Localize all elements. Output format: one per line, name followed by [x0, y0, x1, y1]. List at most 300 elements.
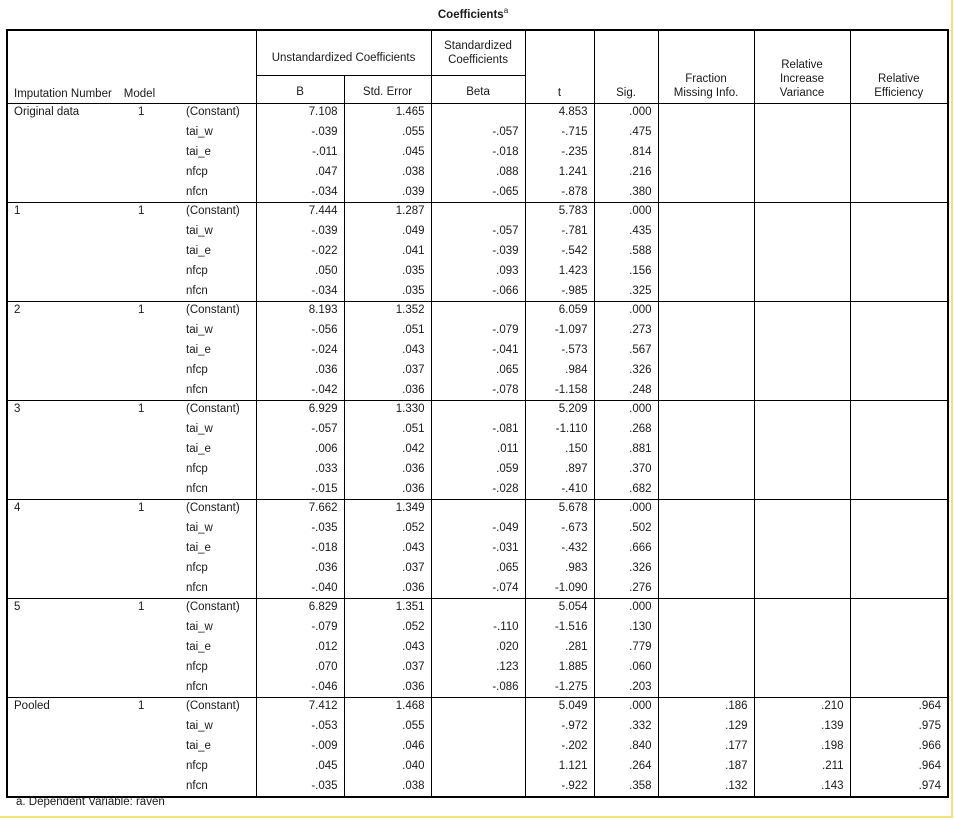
- cell-model: 1: [138, 403, 145, 415]
- cell-model: [132, 459, 180, 479]
- cell-fraction-missing: [658, 538, 754, 558]
- cell-t: 5.209: [525, 401, 594, 420]
- cell-model: [132, 736, 180, 756]
- cell-std-error: .036: [344, 459, 431, 479]
- header-standardized-text: Standardized Coefficients: [444, 40, 512, 66]
- cell-imputation-number: [7, 677, 132, 698]
- cell-t: 5.054: [525, 599, 594, 618]
- cell-beta: -.057: [431, 122, 525, 142]
- table-row: [7, 162, 948, 182]
- cell-t: -.673: [525, 518, 594, 538]
- header-relative-efficiency: [850, 30, 948, 104]
- cell-b: 7.662: [256, 500, 344, 519]
- footnote: a. Dependent Variable: raven: [16, 796, 165, 808]
- cell-b: 6.929: [256, 401, 344, 420]
- table-row: [7, 380, 948, 401]
- header-std-error: Std. Error: [344, 76, 431, 104]
- cell-beta: [431, 104, 525, 123]
- cell-sig: .814: [594, 142, 658, 162]
- cell-beta: -.031: [431, 538, 525, 558]
- cell-fraction-missing: [658, 401, 754, 420]
- cell-imputation-number: 3: [14, 403, 21, 415]
- cell-std-error: 1.330: [344, 401, 431, 420]
- cell-beta: .059: [431, 459, 525, 479]
- cell-relative-efficiency: .964: [918, 760, 942, 772]
- cell-relative-increase: .210: [754, 698, 850, 717]
- cell-fraction-missing: .186: [658, 698, 754, 717]
- cell-std-error: .046: [344, 736, 431, 756]
- cell-std-error: .043: [344, 340, 431, 360]
- cell-model: [132, 518, 180, 538]
- cell-sig: .000: [594, 500, 658, 519]
- cell-beta: -.057: [431, 221, 525, 241]
- cell-fraction-missing: [658, 657, 754, 677]
- cell-b: .047: [256, 162, 344, 182]
- cell-imputation-number: [7, 360, 132, 380]
- cell-std-error: .038: [344, 162, 431, 182]
- table-row: [7, 320, 948, 340]
- cell-model: [132, 637, 180, 657]
- cell-fraction-missing: .132: [658, 776, 754, 797]
- cell-relative-increase: [754, 657, 850, 677]
- cell-t: 1.885: [525, 657, 594, 677]
- cell-t: -1.275: [525, 677, 594, 698]
- cell-relative-efficiency: [850, 182, 948, 203]
- table-row: [7, 698, 948, 717]
- table-row: [7, 518, 948, 538]
- cell-relative-increase: .198: [754, 736, 850, 756]
- cell-std-error: .038: [344, 776, 431, 797]
- cell-term: nfcn: [180, 380, 256, 401]
- cell-model: [132, 221, 180, 241]
- cell-term: tai_e: [180, 241, 256, 261]
- table-row: [7, 182, 948, 203]
- cell-term: tai_w: [180, 617, 256, 637]
- cell-relative-increase: [754, 281, 850, 302]
- table-row: [7, 281, 948, 302]
- cell-b: -.018: [256, 538, 344, 558]
- cell-model: 1: [138, 106, 145, 118]
- cell-fraction-missing: [658, 459, 754, 479]
- cell-sig: .276: [594, 578, 658, 599]
- table-row: [7, 261, 948, 281]
- cell-model: [132, 617, 180, 637]
- cell-fraction-missing: [658, 419, 754, 439]
- cell-model: [132, 657, 180, 677]
- table-row: [7, 203, 948, 222]
- cell-model: [132, 439, 180, 459]
- table-title: [0, 6, 946, 21]
- cell-sig: .273: [594, 320, 658, 340]
- cell-relative-efficiency: [850, 637, 948, 657]
- table-row: [7, 104, 948, 123]
- cell-beta: [431, 756, 525, 776]
- table-row: [7, 302, 948, 321]
- cell-sig: .358: [594, 776, 658, 797]
- table-row: [7, 142, 948, 162]
- cell-std-error: 1.349: [344, 500, 431, 519]
- cell-std-error: .037: [344, 657, 431, 677]
- cell-model: [132, 538, 180, 558]
- header-relative-efficiency-text: Relative Efficiency: [874, 73, 924, 99]
- cell-beta: -.074: [431, 578, 525, 599]
- cell-std-error: .035: [344, 261, 431, 281]
- cell-beta: -.081: [431, 419, 525, 439]
- cell-relative-efficiency: [850, 558, 948, 578]
- cell-imputation-number: [7, 419, 132, 439]
- table-row: [7, 776, 948, 797]
- cell-b: -.057: [256, 419, 344, 439]
- cell-relative-efficiency: [850, 340, 948, 360]
- cell-relative-increase: [754, 360, 850, 380]
- cell-fraction-missing: [658, 599, 754, 618]
- cell-term: nfcp: [180, 558, 256, 578]
- cell-t: -.715: [525, 122, 594, 142]
- cell-sig: .475: [594, 122, 658, 142]
- cell-fraction-missing: [658, 500, 754, 519]
- cell-fraction-missing: [658, 261, 754, 281]
- cell-term: tai_w: [180, 221, 256, 241]
- cell-relative-efficiency: .974: [850, 776, 948, 797]
- cell-fraction-missing: [658, 637, 754, 657]
- cell-relative-efficiency: [850, 122, 948, 142]
- cell-term: nfcp: [180, 756, 256, 776]
- cell-t: 1.241: [525, 162, 594, 182]
- cell-imputation-number: [7, 756, 132, 776]
- cell-term: (Constant): [180, 302, 256, 321]
- cell-beta: .123: [431, 657, 525, 677]
- cell-std-error: 1.287: [344, 203, 431, 222]
- table-row: [7, 617, 948, 637]
- cell-beta: [431, 203, 525, 222]
- cell-std-error: .052: [344, 518, 431, 538]
- cell-std-error: .055: [344, 122, 431, 142]
- cell-term: nfcp: [180, 657, 256, 677]
- cell-b: 8.193: [256, 302, 344, 321]
- cell-relative-efficiency: [850, 677, 948, 698]
- table-row: [7, 439, 948, 459]
- cell-term: (Constant): [180, 401, 256, 420]
- cell-sig: .264: [594, 756, 658, 776]
- cell-imputation-number: [7, 221, 132, 241]
- table-row: [7, 716, 948, 736]
- cell-relative-increase: [754, 599, 850, 618]
- cell-term: tai_e: [180, 142, 256, 162]
- cell-t: -.878: [525, 182, 594, 203]
- cell-model: [132, 479, 180, 500]
- cell-sig: .216: [594, 162, 658, 182]
- cell-relative-increase: [754, 182, 850, 203]
- cell-relative-increase: [754, 340, 850, 360]
- cell-b: .045: [256, 756, 344, 776]
- cell-term: tai_w: [180, 518, 256, 538]
- cell-term: nfcn: [180, 182, 256, 203]
- cell-relative-increase: [754, 500, 850, 519]
- cell-relative-efficiency: [850, 439, 948, 459]
- cell-relative-efficiency: [850, 162, 948, 182]
- cell-sig: .130: [594, 617, 658, 637]
- cell-relative-efficiency: [850, 203, 948, 222]
- table-row: [7, 479, 948, 500]
- cell-beta: .065: [431, 360, 525, 380]
- cell-sig: .000: [594, 302, 658, 321]
- cell-beta: .011: [431, 439, 525, 459]
- cell-model: 1: [138, 205, 145, 217]
- cell-sig: .380: [594, 182, 658, 203]
- header-imputation-model: [7, 30, 256, 104]
- cell-fraction-missing: [658, 241, 754, 261]
- cell-sig: .000: [594, 203, 658, 222]
- cell-model: [132, 360, 180, 380]
- cell-b: -.053: [256, 716, 344, 736]
- cell-relative-increase: [754, 617, 850, 637]
- cell-term: nfcp: [180, 360, 256, 380]
- table-row: [7, 558, 948, 578]
- cell-b: .036: [256, 558, 344, 578]
- cell-t: -1.516: [525, 617, 594, 637]
- cell-beta: -.039: [431, 241, 525, 261]
- cell-t: -1.110: [525, 419, 594, 439]
- cell-relative-increase: [754, 261, 850, 281]
- cell-term: nfcn: [180, 479, 256, 500]
- cell-relative-increase: [754, 637, 850, 657]
- cell-fraction-missing: [658, 104, 754, 123]
- cell-std-error: 1.468: [344, 698, 431, 717]
- header-beta: Beta: [431, 76, 525, 104]
- table-row: [7, 657, 948, 677]
- cell-beta: -.079: [431, 320, 525, 340]
- cell-sig: .435: [594, 221, 658, 241]
- cell-beta: -.028: [431, 479, 525, 500]
- cell-model: [132, 419, 180, 439]
- cell-sig: .588: [594, 241, 658, 261]
- cell-relative-increase: [754, 439, 850, 459]
- table-row: [7, 221, 948, 241]
- table-row: [7, 736, 948, 756]
- cell-fraction-missing: [658, 122, 754, 142]
- cell-fraction-missing: [658, 203, 754, 222]
- cell-relative-increase: .139: [754, 716, 850, 736]
- cell-model: 1: [138, 304, 145, 316]
- cell-std-error: .036: [344, 479, 431, 500]
- cell-std-error: .037: [344, 558, 431, 578]
- cell-sig: .881: [594, 439, 658, 459]
- cell-sig: .000: [594, 104, 658, 123]
- cell-model: 1: [138, 700, 145, 712]
- cell-b: -.056: [256, 320, 344, 340]
- cell-beta: [431, 401, 525, 420]
- cell-relative-increase: .143: [754, 776, 850, 797]
- header-fraction-missing: [658, 30, 754, 104]
- cell-model: [132, 756, 180, 776]
- cell-imputation-number: [7, 162, 132, 182]
- cell-t: 5.678: [525, 500, 594, 519]
- cell-model: [132, 578, 180, 599]
- cell-imputation-number: [7, 320, 132, 340]
- cell-sig: .567: [594, 340, 658, 360]
- cell-relative-increase: [754, 578, 850, 599]
- cell-sig: .332: [594, 716, 658, 736]
- cell-t: -.202: [525, 736, 594, 756]
- cell-fraction-missing: [658, 221, 754, 241]
- cell-t: 1.423: [525, 261, 594, 281]
- cell-relative-increase: [754, 401, 850, 420]
- cell-model: [132, 716, 180, 736]
- cell-fraction-missing: [658, 518, 754, 538]
- cell-relative-increase: [754, 538, 850, 558]
- cell-fraction-missing: [658, 617, 754, 637]
- cell-beta: [431, 716, 525, 736]
- cell-relative-efficiency: [850, 261, 948, 281]
- cell-imputation-number: [7, 657, 132, 677]
- cell-beta: -.110: [431, 617, 525, 637]
- header-model: Model: [123, 88, 156, 100]
- cell-beta: .020: [431, 637, 525, 657]
- cell-imputation-number: [7, 380, 132, 401]
- cell-model: [132, 320, 180, 340]
- cell-t: .897: [525, 459, 594, 479]
- cell-b: -.024: [256, 340, 344, 360]
- cell-term: nfcn: [180, 677, 256, 698]
- cell-std-error: .036: [344, 677, 431, 698]
- cell-b: -.022: [256, 241, 344, 261]
- cell-model: [132, 340, 180, 360]
- cell-std-error: .055: [344, 716, 431, 736]
- cell-imputation-number: [7, 776, 132, 797]
- cell-relative-increase: [754, 203, 850, 222]
- cell-imputation-number: 5: [14, 601, 21, 613]
- cell-b: -.015: [256, 479, 344, 500]
- cell-sig: .248: [594, 380, 658, 401]
- cell-std-error: 1.351: [344, 599, 431, 618]
- cell-t: .281: [525, 637, 594, 657]
- cell-beta: [431, 599, 525, 618]
- cell-std-error: .040: [344, 756, 431, 776]
- cell-beta: [431, 776, 525, 797]
- cell-std-error: 1.352: [344, 302, 431, 321]
- cell-std-error: .037: [344, 360, 431, 380]
- cell-b: -.034: [256, 182, 344, 203]
- cell-beta: [431, 736, 525, 756]
- cell-term: (Constant): [180, 698, 256, 717]
- cell-b: 6.829: [256, 599, 344, 618]
- cell-b: 7.412: [256, 698, 344, 717]
- cell-fraction-missing: [658, 320, 754, 340]
- cell-b: .036: [256, 360, 344, 380]
- cell-beta: -.041: [431, 340, 525, 360]
- cell-beta: -.065: [431, 182, 525, 203]
- cell-relative-efficiency: [850, 518, 948, 538]
- cell-relative-increase: [754, 518, 850, 538]
- cell-beta: -.066: [431, 281, 525, 302]
- cell-std-error: .049: [344, 221, 431, 241]
- header-imputation-number: Imputation Number: [14, 88, 112, 100]
- cell-imputation-number: 4: [14, 502, 21, 514]
- cell-relative-increase: [754, 419, 850, 439]
- header-unstandardized: Unstandardized Coefficients: [256, 30, 431, 76]
- cell-fraction-missing: [658, 558, 754, 578]
- cell-sig: .000: [594, 698, 658, 717]
- cell-imputation-number: [7, 558, 132, 578]
- cell-term: tai_e: [180, 736, 256, 756]
- cell-std-error: .045: [344, 142, 431, 162]
- cell-model: [132, 182, 180, 203]
- cell-imputation-number: [7, 736, 132, 756]
- table-header: [7, 30, 948, 104]
- table-row: [7, 401, 948, 420]
- cell-std-error: .039: [344, 182, 431, 203]
- table-row: [7, 599, 948, 618]
- cell-relative-increase: [754, 221, 850, 241]
- cell-relative-efficiency: [850, 281, 948, 302]
- cell-term: nfcn: [180, 578, 256, 599]
- header-b: B: [256, 76, 344, 104]
- cell-relative-efficiency: [850, 360, 948, 380]
- header-relative-increase-text: Relative Increase Variance: [779, 59, 825, 99]
- cell-b: -.079: [256, 617, 344, 637]
- cell-term: (Constant): [180, 500, 256, 519]
- cell-imputation-number: 2: [14, 304, 21, 316]
- cell-b: -.040: [256, 578, 344, 599]
- cell-fraction-missing: [658, 360, 754, 380]
- cell-fraction-missing: .129: [658, 716, 754, 736]
- cell-t: 6.059: [525, 302, 594, 321]
- cell-relative-efficiency: [850, 241, 948, 261]
- cell-imputation-number: [7, 538, 132, 558]
- cell-fraction-missing: [658, 380, 754, 401]
- cell-imputation-number: [7, 241, 132, 261]
- cell-relative-increase: [754, 241, 850, 261]
- cell-b: .070: [256, 657, 344, 677]
- cell-b: -.039: [256, 221, 344, 241]
- cell-beta: .065: [431, 558, 525, 578]
- cell-relative-efficiency: [850, 657, 948, 677]
- cell-term: (Constant): [180, 599, 256, 618]
- cell-b: -.011: [256, 142, 344, 162]
- cell-fraction-missing: [658, 578, 754, 599]
- cell-t: -.781: [525, 221, 594, 241]
- cell-relative-efficiency: [850, 142, 948, 162]
- cell-t: -.573: [525, 340, 594, 360]
- table-row: [7, 677, 948, 698]
- cell-term: nfcp: [180, 162, 256, 182]
- cell-t: -.922: [525, 776, 594, 797]
- table-row: [7, 340, 948, 360]
- cell-sig: .370: [594, 459, 658, 479]
- header-relative-increase: [754, 30, 850, 104]
- cell-sig: .502: [594, 518, 658, 538]
- cell-t: -1.090: [525, 578, 594, 599]
- cell-relative-efficiency: [850, 479, 948, 500]
- cell-term: nfcn: [180, 281, 256, 302]
- cell-std-error: .051: [344, 419, 431, 439]
- cell-b: -.035: [256, 518, 344, 538]
- cell-beta: [431, 302, 525, 321]
- cell-t: .983: [525, 558, 594, 578]
- cell-term: tai_w: [180, 716, 256, 736]
- cell-term: tai_e: [180, 439, 256, 459]
- cell-fraction-missing: [658, 281, 754, 302]
- cell-relative-increase: [754, 162, 850, 182]
- cell-std-error: .043: [344, 637, 431, 657]
- cell-term: (Constant): [180, 104, 256, 123]
- cell-model: [132, 142, 180, 162]
- cell-relative-efficiency: [850, 302, 948, 321]
- cell-term: tai_e: [180, 538, 256, 558]
- cell-relative-increase: [754, 380, 850, 401]
- cell-beta: -.078: [431, 380, 525, 401]
- cell-relative-efficiency: .964: [918, 700, 942, 712]
